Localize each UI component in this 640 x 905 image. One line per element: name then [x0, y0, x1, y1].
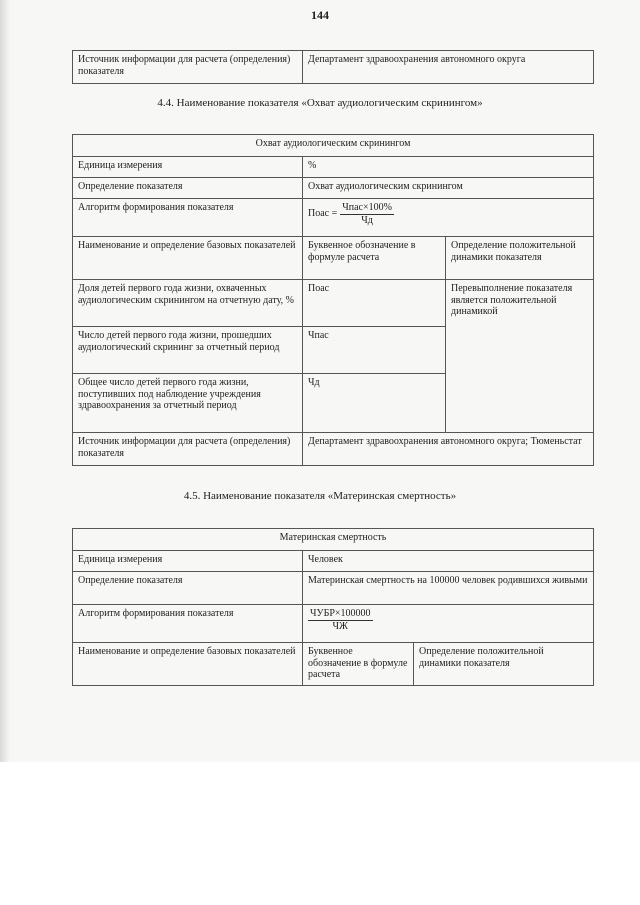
unit-label: Единица измерения — [73, 157, 303, 178]
letter-column-header: Буквенное обозначение в формуле расчета — [303, 643, 414, 686]
base-indicator-letter: Поас — [303, 280, 446, 327]
source-table-top — [72, 50, 594, 84]
table-title: Материнская смертность — [73, 529, 594, 551]
scan-edge-shadow — [0, 0, 10, 762]
source-value: Департамент здравоохранения автономного округа; Тюменьстат — [303, 433, 594, 466]
letter-column-header: Буквенное обозначение в формуле расчета — [303, 237, 446, 280]
definition-value: Охват аудиологическим скринингом — [303, 178, 594, 199]
formula-lhs: Поас = — [308, 208, 338, 220]
section-heading-4-5: 4.5. Наименование показателя «Материнская смертность» — [183, 490, 457, 502]
unit-value: % — [303, 157, 594, 178]
table-row — [73, 280, 594, 327]
formula-numerator: ЧУБР×100000 — [310, 608, 371, 619]
page-number: 144 — [311, 8, 329, 22]
dynamics-column-header: Определение положительной динамики показателя — [446, 237, 594, 280]
definition-label: Определение показателя — [73, 178, 303, 199]
section-heading-4-4: 4.4. Наименование показателя «Охват аудиологическим скринингом» — [157, 97, 483, 109]
formula-denominator: ЧЖ — [332, 620, 348, 632]
base-indicator-letter: Чд — [303, 374, 446, 433]
unit-label: Единица измерения — [73, 551, 303, 572]
formula-fraction — [340, 202, 394, 226]
definition-label: Определение показателя — [73, 572, 303, 605]
algorithm-formula — [303, 605, 594, 643]
base-indicators-label: Наименование и определение базовых показателей — [73, 643, 303, 686]
indicator-table-audiology — [72, 134, 594, 466]
dynamics-value: Перевыполнение показателя является положительной динамикой — [446, 280, 594, 433]
definition-value: Материнская смертность на 100000 человек родившихся живыми — [303, 572, 594, 605]
unit-value: Человек — [303, 551, 594, 572]
source-label: Источник информации для расчета (определения) показателя — [73, 51, 303, 84]
indicator-table-maternal-mortality — [72, 528, 594, 686]
base-indicators-label: Наименование и определение базовых показателей — [73, 237, 303, 280]
source-value: Департамент здравоохранения автономного округа — [303, 51, 594, 84]
source-label: Источник информации для расчета (определения) показателя — [73, 433, 303, 466]
formula-denominator: Чд — [361, 214, 373, 226]
dynamics-column-header: Определение положительной динамики показателя — [414, 643, 594, 686]
base-indicator-letter: Чпас — [303, 327, 446, 374]
formula-fraction — [308, 608, 373, 632]
algorithm-label: Алгоритм формирования показателя — [73, 605, 303, 643]
algorithm-label: Алгоритм формирования показателя — [73, 199, 303, 237]
base-indicator-name: Доля детей первого года жизни, охваченных аудиологическим скринингом на отчетную дату, % — [73, 280, 303, 327]
base-indicator-name: Общее число детей первого года жизни, поступивших под наблюдение учреждения здравоохранения за отчетный период — [73, 374, 303, 433]
base-indicator-name: Число детей первого года жизни, прошедших аудиологический скрининг за отчетный период — [73, 327, 303, 374]
table-title: Охват аудиологическим скринингом — [73, 135, 594, 157]
formula-numerator: Чпас×100% — [342, 202, 392, 213]
algorithm-formula — [303, 199, 594, 237]
